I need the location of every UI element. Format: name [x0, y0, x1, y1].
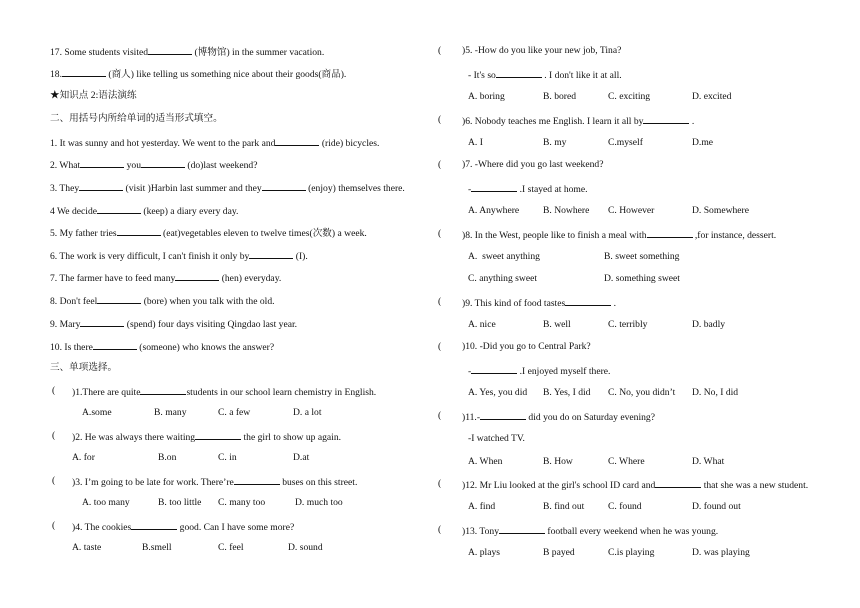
text-segment: )1.There are quite	[72, 387, 141, 398]
mc-option[interactable]: A. taste	[72, 542, 102, 553]
mc-option[interactable]: B payed	[543, 546, 575, 558]
mc-option[interactable]: C. found	[608, 501, 642, 512]
text-segment: .	[611, 297, 617, 309]
mc-option[interactable]: B. well	[543, 318, 571, 330]
mc-subline	[468, 68, 622, 82]
text-segment: (ride) bicycles.	[319, 138, 380, 149]
answer-paren-open: (	[52, 430, 56, 441]
mc-subline	[468, 182, 588, 196]
answer-blank[interactable]	[141, 158, 185, 168]
mc-option[interactable]: D.at	[293, 452, 310, 463]
text-segment: . I don't like it at all.	[541, 70, 622, 81]
mc-subline: -I watched TV.	[468, 432, 525, 444]
answer-blank[interactable]	[471, 182, 517, 192]
text-segment: -	[468, 366, 472, 377]
mc-option[interactable]: C. in	[218, 452, 237, 463]
answer-paren-open: (	[438, 295, 442, 307]
left-line	[50, 45, 324, 59]
left-line	[50, 271, 281, 285]
mc-option[interactable]: B. Nowhere	[543, 205, 590, 216]
mc-option[interactable]: B.smell	[142, 542, 172, 553]
mc-option[interactable]: C. a few	[218, 407, 251, 418]
text-segment: (someone) who knows the answer?	[136, 342, 275, 353]
text-segment: - It's so	[468, 70, 496, 81]
text-segment: 7. The farmer have to feed many	[50, 273, 176, 284]
mc-question	[462, 478, 808, 492]
text-segment: 2. What	[50, 160, 81, 171]
mc-option[interactable]: A. Anywhere	[468, 205, 520, 216]
text-segment: 二、用括号内所给单词的适当形式填空。	[50, 113, 223, 124]
mc-question	[462, 296, 616, 310]
mc-option[interactable]: C. feel	[218, 542, 244, 553]
answer-blank[interactable]	[195, 430, 241, 440]
answer-blank[interactable]	[471, 364, 517, 374]
answer-paren-open: (	[52, 475, 56, 486]
answer-blank[interactable]	[643, 114, 689, 124]
text-segment: 3. They	[50, 183, 80, 194]
text-segment: )5. -How do you like your new job, Tina?	[462, 45, 622, 56]
text-segment: (spend) four days visiting Qingdao last year.	[124, 319, 298, 330]
text-segment: )11.-	[462, 411, 481, 423]
answer-paren-open: (	[52, 520, 56, 531]
text-segment: 5. My father tries	[50, 228, 117, 239]
mc-option[interactable]: B. sweet something	[604, 250, 680, 262]
text-segment: )13. Tony	[462, 525, 499, 537]
text-segment: 8. Don't feel	[50, 296, 98, 307]
left-line	[50, 67, 346, 81]
mc-option[interactable]: C. No, you didn’t	[608, 387, 676, 398]
left-line	[50, 158, 257, 172]
mc-option[interactable]: A. I	[468, 136, 483, 148]
mc-question	[462, 341, 591, 353]
mc-option[interactable]: D. No, I did	[692, 387, 739, 398]
mc-option[interactable]: C.is playing	[608, 546, 655, 558]
text-segment: (hen) everyday.	[219, 273, 282, 284]
text-segment: football every weekend when he was young.	[545, 525, 719, 537]
answer-paren-open: (	[52, 385, 56, 396]
answer-blank[interactable]	[79, 181, 123, 191]
text-segment: (eat)vegetables eleven to twelve times(次数) a week.	[160, 228, 367, 239]
left-line	[50, 362, 117, 374]
text-segment: (keep) a diary every day.	[141, 206, 239, 217]
mc-option[interactable]: C.myself	[608, 136, 643, 148]
answer-blank[interactable]	[565, 296, 611, 306]
mc-option[interactable]: A. too many	[82, 497, 130, 508]
mc-question	[462, 45, 621, 57]
text-segment: (博物馆) in the summer vacation.	[192, 47, 325, 58]
left-line	[50, 90, 137, 102]
mc-option[interactable]: B. my	[543, 136, 567, 148]
text-segment: )7. -Where did you go last weekend?	[462, 159, 604, 170]
left-line	[50, 249, 308, 263]
text-segment: ,for instance, dessert.	[692, 229, 777, 241]
text-segment: )9. This kind of food tastes	[462, 297, 566, 309]
text-segment: 18.	[50, 69, 62, 80]
left-line	[50, 317, 297, 331]
mc-option[interactable]: D. Somewhere	[692, 205, 750, 216]
answer-blank[interactable]	[97, 204, 141, 214]
answer-blank[interactable]	[97, 294, 141, 304]
mc-question	[72, 475, 357, 489]
mc-option[interactable]: A. boring	[468, 91, 505, 102]
answer-blank[interactable]	[496, 68, 542, 78]
answer-blank[interactable]	[140, 385, 186, 395]
answer-blank[interactable]	[175, 271, 219, 281]
mc-question	[72, 385, 376, 399]
mc-option[interactable]: A. Yes, you did	[468, 387, 528, 398]
answer-blank[interactable]	[131, 520, 177, 530]
mc-option[interactable]: B.on	[158, 452, 177, 463]
mc-option[interactable]: D. excited	[692, 91, 732, 102]
answer-blank[interactable]	[480, 410, 526, 420]
left-line	[50, 204, 238, 218]
answer-blank[interactable]	[148, 45, 192, 55]
answer-blank[interactable]	[262, 181, 306, 191]
text-segment: 9. Mary	[50, 319, 81, 330]
mc-option[interactable]: A. When	[468, 455, 503, 467]
text-segment: (商人) like telling us something nice about their goods(商品).	[106, 69, 347, 80]
answer-blank[interactable]	[62, 67, 106, 77]
text-segment: the girl to show up again.	[241, 432, 342, 443]
text-segment: students in our school learn chemistry in English.	[186, 387, 377, 398]
mc-question	[462, 524, 718, 538]
mc-option[interactable]: B. Yes, I did	[543, 387, 591, 398]
mc-option[interactable]: D. something sweet	[604, 273, 680, 284]
mc-question	[462, 114, 694, 128]
mc-option[interactable]: B. too little	[158, 497, 202, 508]
mc-question	[462, 159, 603, 171]
mc-option[interactable]: A. plays	[468, 546, 500, 558]
mc-option[interactable]: C. exciting	[608, 91, 651, 102]
text-segment: (visit )Harbin last summer and they	[123, 183, 262, 194]
left-line	[50, 113, 223, 125]
mc-option[interactable]: D. a lot	[293, 407, 322, 418]
mc-question	[462, 410, 655, 424]
mc-option[interactable]: C. many too	[218, 497, 266, 508]
mc-option[interactable]: B. bored	[543, 91, 577, 102]
mc-option[interactable]: A. for	[72, 452, 95, 463]
answer-paren-open: (	[438, 113, 442, 125]
mc-question	[462, 228, 776, 242]
answer-paren-open: (	[438, 45, 442, 56]
answer-blank[interactable]	[117, 226, 161, 236]
text-segment: (bore) when you talk with the old.	[141, 296, 275, 307]
left-line	[50, 340, 274, 354]
mc-option[interactable]: A. nice	[468, 318, 496, 330]
left-line	[50, 294, 275, 308]
answer-blank[interactable]	[655, 478, 701, 488]
answer-blank[interactable]	[499, 524, 545, 534]
answer-blank[interactable]	[275, 136, 319, 146]
left-line	[50, 136, 379, 150]
text-segment: 10. Is there	[50, 342, 93, 353]
text-segment: good. Can I have some more?	[177, 522, 295, 533]
answer-blank[interactable]	[647, 228, 693, 238]
text-segment: )12. Mr Liu looked at the girl's school ID card and	[462, 480, 656, 491]
mc-question	[72, 430, 341, 444]
text-segment: 1. It was sunny and hot yesterday. We went to the park and	[50, 138, 276, 149]
mc-option[interactable]: B. How	[543, 455, 573, 467]
answer-blank[interactable]	[80, 158, 124, 168]
mc-subline	[468, 364, 610, 378]
mc-option[interactable]: A. sweet anything	[468, 250, 540, 262]
text-segment: 4 We decide	[50, 206, 97, 217]
text-segment: .I enjoyed myself there.	[517, 366, 611, 377]
mc-option[interactable]: C. Where	[608, 455, 645, 467]
mc-option[interactable]: B. find out	[543, 501, 585, 512]
text-segment: )8. In the West, people like to finish a meal with	[462, 229, 647, 241]
mc-option[interactable]: D. found out	[692, 501, 741, 512]
answer-blank[interactable]	[249, 249, 293, 259]
left-line	[50, 181, 405, 195]
answer-paren-open: (	[438, 523, 442, 535]
text-segment: )10. -Did you go to Central Park?	[462, 341, 591, 352]
mc-option[interactable]: B. many	[154, 407, 187, 418]
text-segment: buses on this street.	[279, 477, 358, 488]
mc-option[interactable]: D. sound	[288, 542, 323, 553]
answer-paren-open: (	[438, 478, 442, 489]
answer-paren-open: (	[438, 341, 442, 352]
text-segment: .I stayed at home.	[517, 184, 588, 195]
text-segment: )4. The cookies	[72, 522, 132, 533]
text-segment: you	[124, 160, 141, 171]
mc-option[interactable]: D. much too	[295, 497, 343, 508]
text-segment: .	[689, 115, 695, 127]
text-segment: (I).	[293, 251, 308, 262]
mc-option[interactable]: D. was playing	[692, 546, 750, 558]
mc-option[interactable]: C. terribly	[608, 318, 648, 330]
text-segment: that she was a new student.	[701, 480, 809, 491]
answer-paren-open: (	[438, 227, 442, 239]
text-segment: 17. Some students visited	[50, 47, 149, 58]
mc-option[interactable]: C. anything sweet	[468, 273, 538, 284]
text-segment: 三、单项选择。	[50, 362, 118, 373]
mc-option[interactable]: A.some	[82, 407, 112, 418]
mc-option[interactable]: C. However	[608, 205, 655, 216]
mc-option[interactable]: A. find	[468, 501, 496, 512]
text-segment: )2. He was always there waiting	[72, 432, 196, 443]
text-segment: did you do on Saturday evening?	[526, 411, 655, 423]
mc-option[interactable]: D.me	[692, 136, 714, 148]
text-segment: )3. I’m going to be late for work. There’re	[72, 477, 234, 488]
mc-option[interactable]: D. What	[692, 455, 725, 467]
text-segment: )6. Nobody teaches me English. I learn it all by	[462, 115, 644, 127]
left-line	[50, 226, 367, 240]
mc-option[interactable]: D. badly	[692, 318, 726, 330]
answer-paren-open: (	[438, 159, 442, 170]
text-segment: (do)last weekend?	[185, 160, 258, 171]
text-segment: 6. The work is very difficult, I can't finish it only by	[50, 251, 250, 262]
mc-question	[72, 520, 294, 534]
answer-blank[interactable]	[80, 317, 124, 327]
answer-paren-open: (	[438, 409, 442, 421]
answer-blank[interactable]	[93, 340, 137, 350]
text-segment: ★知识点 2:语法演练	[50, 90, 137, 101]
text-segment: (enjoy) themselves there.	[305, 183, 405, 194]
text-segment: -	[468, 184, 472, 195]
answer-blank[interactable]	[234, 475, 280, 485]
